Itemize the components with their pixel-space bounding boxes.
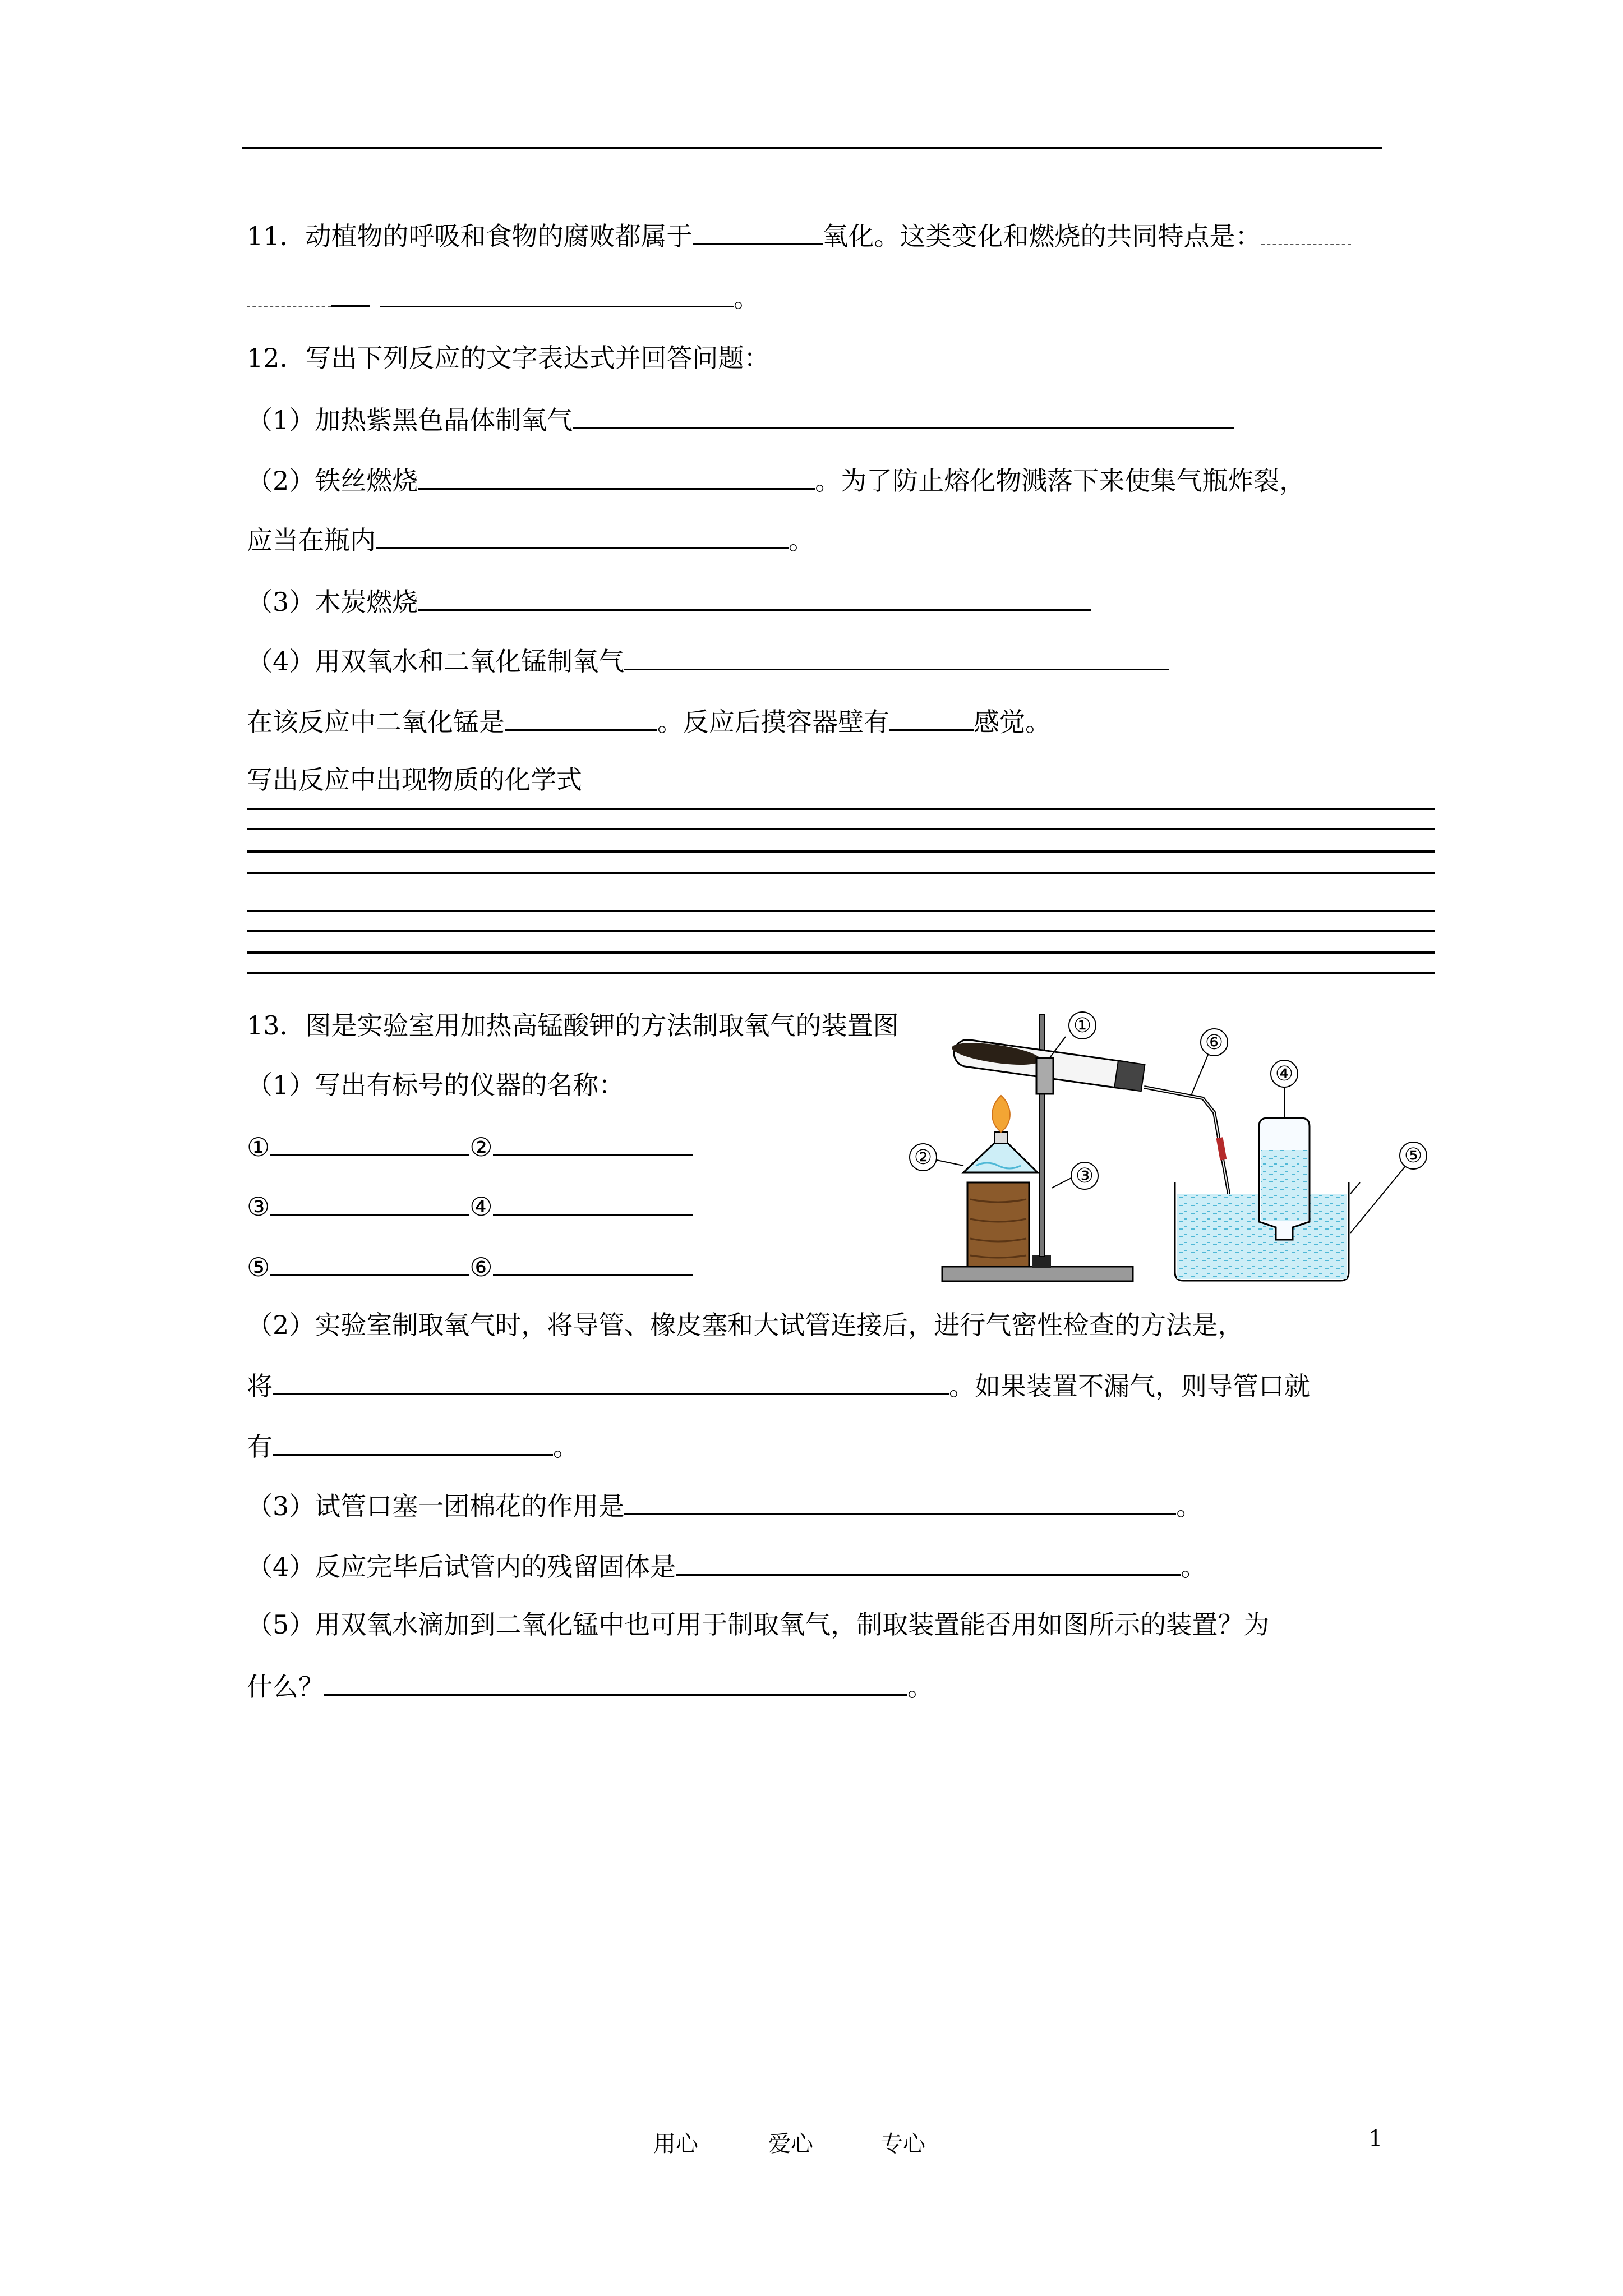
- figure-label-2: ②: [914, 1146, 933, 1169]
- q12-p4: （4）用双氧水和二氧化锰制氧气: [247, 646, 625, 677]
- q13-label-5: ⑤: [247, 1252, 270, 1282]
- q12-p4-blank[interactable]: [624, 644, 1169, 670]
- q13-p2-a: （2）实验室制取氧气时，将导管、橡皮塞和大试管连接后，进行气密性检查的方法是，: [247, 1310, 1244, 1340]
- rubber-tube: [1216, 1137, 1227, 1160]
- q12-p3-blank[interactable]: [418, 585, 1091, 611]
- footer-item-2: 爱心: [768, 2131, 813, 2157]
- q13-p2-end: 。: [553, 1432, 579, 1462]
- q12-p2-line: [247, 463, 1305, 496]
- q12-p4-b: 。反应后摸容器壁有: [657, 707, 889, 737]
- q12-p2-blank-1[interactable]: [418, 463, 815, 490]
- figure-label-5: ⑤: [1404, 1144, 1423, 1167]
- figure-label-6: ⑥: [1205, 1031, 1224, 1054]
- q13-blank-2[interactable]: [493, 1130, 693, 1156]
- figure-label-4: ④: [1275, 1062, 1294, 1085]
- q12-p4-blank-2[interactable]: [505, 705, 657, 731]
- q12-p4-line: [247, 644, 1169, 677]
- q13-p3-line: [247, 1489, 1202, 1522]
- q12-p1-blank[interactable]: [573, 403, 1234, 429]
- q12-p3-line: [247, 585, 1091, 618]
- q11-blank-3b[interactable]: [331, 280, 370, 307]
- q11-line-2: [247, 280, 759, 314]
- q13-blank-5[interactable]: [270, 1250, 469, 1276]
- q13-p2-blank-1[interactable]: [273, 1369, 949, 1395]
- q11-text-a: 11．动植物的呼吸和食物的腐败都属于: [247, 221, 693, 251]
- q12-p2-b: 。为了防止熔化物溅落下来使集气瓶炸裂，: [815, 466, 1306, 496]
- q11-blank-2[interactable]: [1261, 219, 1351, 245]
- q13-blank-1[interactable]: [270, 1130, 469, 1156]
- q12-p1-line: [247, 403, 1234, 436]
- q12-p5: 写出反应中出现物质的化学式: [247, 765, 582, 795]
- q11-blank-3c[interactable]: [380, 281, 734, 307]
- footer-item-3: 专心: [880, 2131, 925, 2157]
- oxygen-apparatus-figure: [897, 997, 1458, 1289]
- q13-p2-c: 。如果装置不漏气，则导管口就: [949, 1371, 1310, 1401]
- q13-p5-line: [247, 1669, 933, 1703]
- figure-label-3: ③: [1075, 1165, 1094, 1188]
- q13-title: 13．图是实验室用加热高锰酸钾的方法制取氧气的装置图: [247, 1010, 899, 1041]
- q13-p4: （4）反应完毕后试管内的残留固体是: [247, 1552, 676, 1582]
- alcohol-lamp: [963, 1142, 1038, 1172]
- q13-p4-line: [247, 1549, 1206, 1582]
- q13-names-row-1: [247, 1130, 693, 1163]
- stand-foot: [1032, 1255, 1051, 1268]
- q13-p3-blank[interactable]: [624, 1489, 1176, 1515]
- q12-p4-c: 感觉。: [974, 707, 1051, 737]
- q12-title: 12．写出下列反应的文字表达式并回答问题：: [247, 343, 770, 373]
- answer-line[interactable]: [247, 951, 1435, 954]
- q11-blank-3a[interactable]: [247, 281, 331, 307]
- q13-p5-blank[interactable]: [324, 1669, 907, 1696]
- footer-item-1: 用心: [653, 2131, 698, 2157]
- q12-p2-blank-2[interactable]: [376, 523, 789, 549]
- q13-p2-blank-2[interactable]: [273, 1429, 553, 1456]
- q13-p5-end: 。: [907, 1672, 933, 1702]
- q13-label-4: ④: [469, 1191, 493, 1222]
- q12-p2-end: 。: [789, 525, 814, 555]
- q13-p1: （1）写出有标号的仪器的名称：: [247, 1070, 625, 1100]
- page-number: 1: [1368, 2126, 1383, 2152]
- answer-line[interactable]: [247, 808, 1435, 810]
- q12-p2-a: （2）铁丝燃烧: [247, 466, 418, 496]
- q11-text-b: 氧化。这类变化和燃烧的共同特点是：: [822, 221, 1261, 251]
- q13-label-1: ①: [247, 1132, 270, 1162]
- stand-base: [942, 1267, 1133, 1281]
- q13-blank-6[interactable]: [493, 1250, 693, 1276]
- header-rule: [242, 147, 1382, 149]
- q12-p4b-line: [247, 705, 1051, 738]
- answer-line[interactable]: [247, 972, 1435, 974]
- q13-names-row-3: [247, 1250, 693, 1283]
- q13-p5-b: 什么？: [247, 1672, 324, 1702]
- q13-p4-blank[interactable]: [676, 1549, 1181, 1576]
- q12-p3: （3）木炭燃烧: [247, 587, 418, 617]
- q13-p3: （3）试管口塞一团棉花的作用是: [247, 1491, 625, 1521]
- q13-p5-a: （5）用双氧水滴加到二氧化锰中也可用于制取氧气，制取装置能否用如图所示的装置？为: [247, 1609, 1270, 1640]
- answer-line[interactable]: [247, 828, 1435, 830]
- q12-p1: （1）加热紫黑色晶体制氧气: [247, 405, 573, 435]
- q13-p4-end: 。: [1181, 1552, 1207, 1582]
- q12-p4-a: 在该反应中二氧化锰是: [247, 707, 505, 737]
- answer-line[interactable]: [247, 850, 1435, 853]
- q12-p2-c: 应当在瓶内: [247, 525, 376, 555]
- q11-end: 。: [734, 283, 759, 313]
- figure-label-1: ①: [1073, 1014, 1092, 1037]
- q13-p3-end: 。: [1176, 1491, 1202, 1521]
- answer-line[interactable]: [247, 910, 1435, 912]
- wood-block: [967, 1182, 1029, 1267]
- q11-line-1: [247, 219, 1351, 252]
- q13-names-row-2: [247, 1189, 693, 1222]
- q13-p2d-line: [247, 1429, 579, 1462]
- q13-p2-d: 有: [247, 1432, 273, 1462]
- q13-blank-4[interactable]: [493, 1189, 693, 1216]
- answer-line[interactable]: [247, 872, 1435, 874]
- q12-p2c-line: [247, 523, 814, 556]
- q13-label-6: ⑥: [469, 1252, 493, 1282]
- q12-p4-blank-3[interactable]: [889, 705, 974, 731]
- flame-icon: [992, 1096, 1010, 1132]
- clamp: [1036, 1058, 1053, 1094]
- q13-p2-line: [247, 1369, 1310, 1402]
- q13-label-2: ②: [469, 1132, 493, 1162]
- q13-p2-b: 将: [247, 1371, 273, 1401]
- answer-line[interactable]: [247, 930, 1435, 932]
- q13-blank-3[interactable]: [270, 1189, 469, 1216]
- q13-label-3: ③: [247, 1191, 270, 1222]
- rubber-stopper: [1114, 1061, 1145, 1091]
- q11-blank-1[interactable]: [693, 219, 823, 245]
